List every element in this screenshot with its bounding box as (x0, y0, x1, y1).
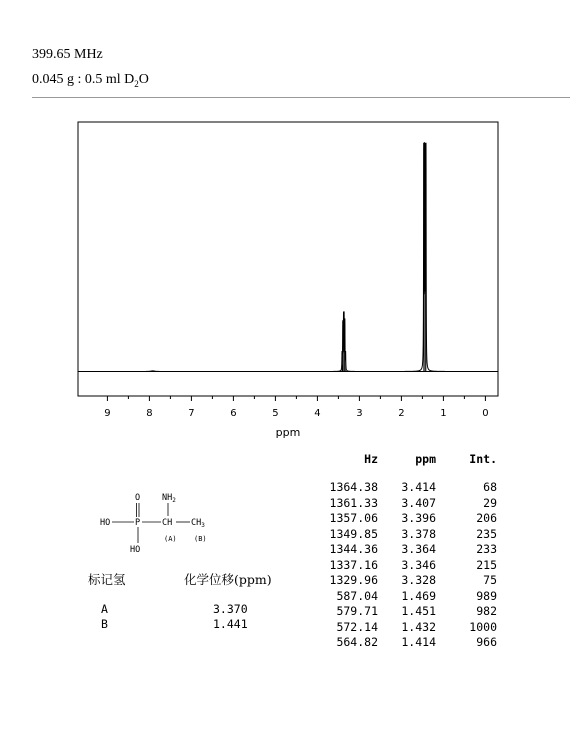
peak-int: 215 (476, 557, 497, 572)
peak-row (305, 604, 497, 620)
peak-row (305, 511, 497, 527)
peak-hz: 587.04 (336, 588, 378, 603)
peak-row (305, 496, 497, 512)
peak-hz: 579.71 (336, 604, 378, 618)
x-axis-label: ppm (275, 426, 301, 439)
peak-hz: 1357.06 (329, 511, 378, 525)
peak-ppm: 3.414 (401, 480, 436, 494)
peak-int: 75 (483, 573, 497, 587)
peak-ppm: 1.414 (401, 635, 436, 649)
assignment-label-header: 标记氢 (88, 572, 126, 587)
x-tick-label: 5 (272, 408, 279, 419)
x-tick-label: 4 (314, 408, 321, 419)
assignment-row-b-shift: 1.441 (213, 617, 248, 631)
peak-int: 1000 (469, 619, 497, 634)
peak-int: 206 (476, 511, 497, 525)
phosphorus-atom: P (135, 518, 141, 528)
peak-hz: 1364.38 (329, 480, 378, 494)
peak-row (305, 573, 497, 589)
peak-int: 233 (476, 542, 497, 556)
x-tick-label: 6 (230, 408, 237, 419)
x-tick-label: 0 (482, 408, 489, 419)
peak-hz: 1349.85 (329, 526, 378, 541)
x-tick-label: 9 (104, 408, 111, 419)
peak-ppm: 3.346 (401, 557, 436, 572)
peak-int: 982 (476, 604, 497, 618)
peak-row (305, 542, 497, 558)
spectrum-trace (78, 143, 498, 372)
hydroxyl-left: HO (100, 518, 111, 528)
hydroxyl-bottom: HO (130, 545, 141, 555)
peak-int: 989 (476, 588, 497, 603)
x-tick-label: 7 (188, 408, 195, 419)
col-hz-header: Hz (364, 452, 378, 466)
peak-int: 29 (483, 495, 497, 510)
plot-frame (78, 122, 498, 396)
assignment-row-b-label: B (101, 617, 108, 631)
sample-subscript: 2 (134, 78, 139, 89)
x-tick-label: 2 (398, 408, 405, 419)
assignment-row-a-shift: 3.370 (213, 602, 248, 616)
peak-ppm: 1.469 (401, 588, 436, 603)
peak-ppm: 3.328 (401, 573, 436, 587)
peak-row (305, 635, 497, 651)
amino-group: $NH_2$ (162, 493, 176, 504)
peak-row (305, 589, 497, 605)
peak-ppm: 1.451 (401, 604, 436, 618)
peak-marks (342, 145, 426, 372)
peak-ppm: 3.364 (401, 542, 436, 556)
peak-int: 235 (476, 526, 497, 541)
bonds (112, 503, 190, 543)
col-ppm-header: ppm (415, 452, 436, 466)
assignment-row-a-label: A (101, 602, 108, 616)
peak-hz: 1361.33 (329, 495, 378, 510)
peak-table (305, 452, 497, 651)
peak-ppm: 3.378 (401, 526, 436, 541)
peak-ppm: 3.396 (401, 511, 436, 525)
peak-hz: 572.14 (336, 619, 378, 634)
peak-hz: 1329.96 (329, 573, 378, 587)
peak-hz: 1337.16 (329, 557, 378, 572)
peak-row (305, 620, 497, 636)
peak-hz: 1344.36 (329, 542, 378, 556)
x-tick-label: 1 (440, 408, 447, 419)
x-tick-label: 8 (146, 408, 153, 419)
peak-ppm: 3.407 (401, 495, 436, 510)
peak-row (305, 527, 497, 543)
x-tick-label: 3 (356, 408, 363, 419)
molecule-structure (90, 488, 230, 558)
methyl-group: $CH_3$ (191, 518, 205, 529)
label-a: (A) (164, 535, 177, 543)
peak-ppm: 1.432 (401, 619, 436, 634)
label-b: (B) (194, 535, 207, 543)
peak-hz: 564.82 (336, 635, 378, 649)
oxygen-atom: O (135, 493, 141, 503)
sample-suffix: O (138, 72, 149, 87)
spectrometer-frequency: 399.65 MHz (32, 47, 103, 62)
col-int-header: Int. (469, 452, 497, 466)
peak-row (305, 480, 497, 496)
sample-prefix: 0.045 g : 0.5 ml D (32, 72, 135, 87)
peak-int: 68 (483, 480, 497, 494)
assignment-shift-header: 化学位移(ppm) (184, 572, 272, 587)
peak-row (305, 558, 497, 574)
methine-group: CH (162, 518, 173, 528)
peak-int: 966 (476, 635, 497, 649)
peak-table-header (305, 452, 497, 480)
x-axis (104, 396, 488, 419)
